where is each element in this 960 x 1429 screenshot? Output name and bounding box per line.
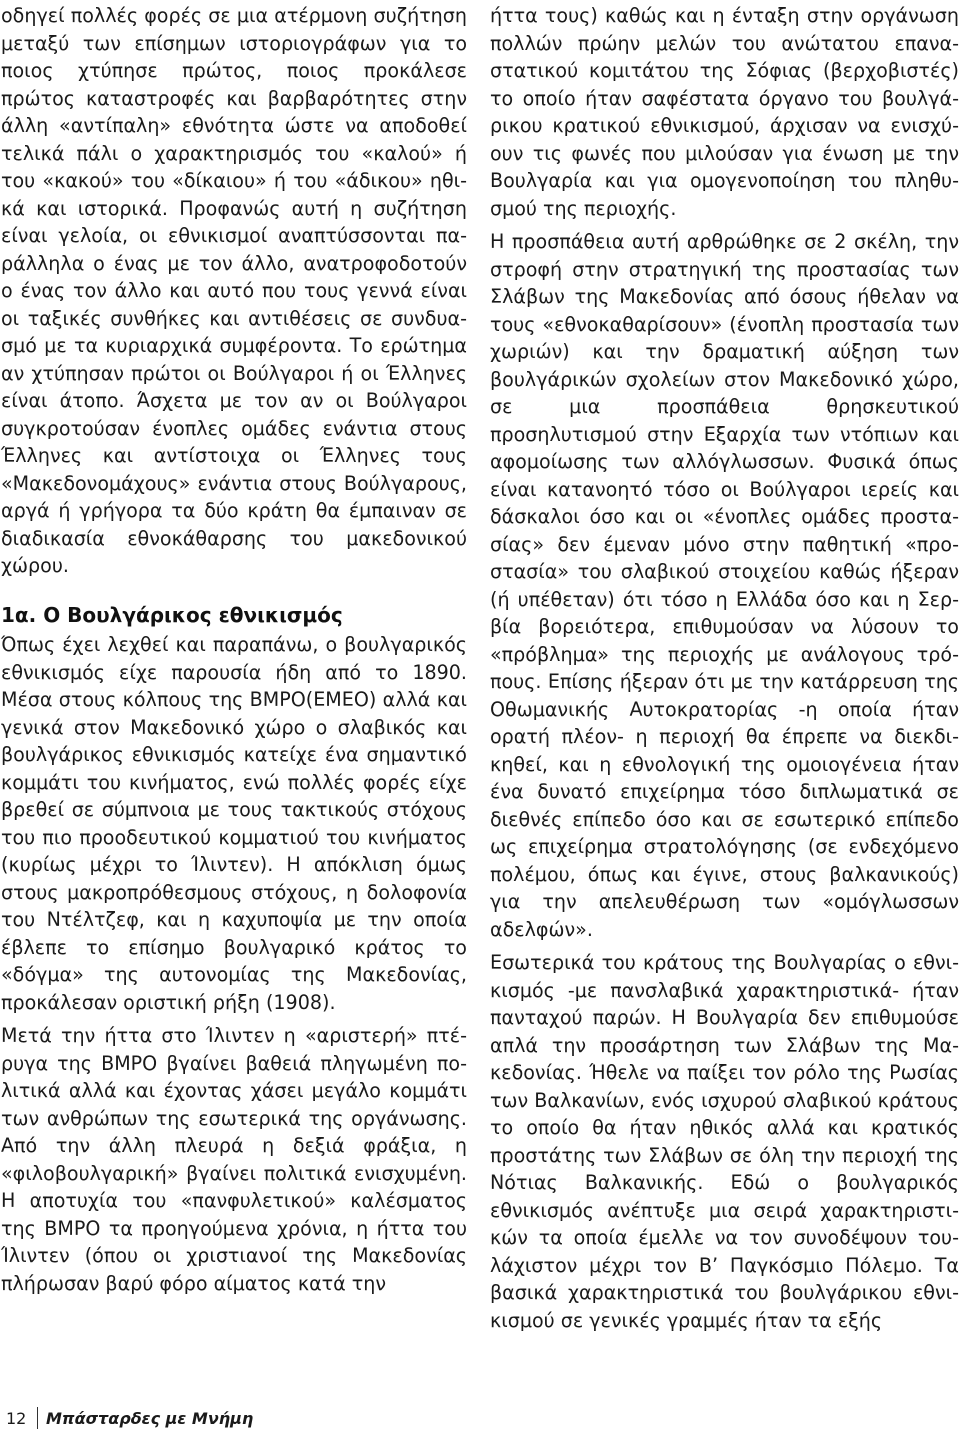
publication-title: Μπάσταρδες με Μνήμη	[46, 1409, 254, 1428]
right-column	[490, 2, 959, 1334]
right-paragraph-3: Εσωτερικά του κράτους της Βουλγαρίας ο εθνικισμός -με πανσλαβικά χαρακτηριστικά- ήταν πανταχού παρών. Η Βουλγαρία δεν επιθυμούσε απλά την προσάρτηση των Σλάβων της Μακεδονίας. Ήθελε να παίξει τον ρόλο της Ρωσίας των Βαλκανίων, ενός ισχυρού σλαβικού κράτους το οποίο θα ήταν ηθικός αλλά και κρατικός προστάτης των Σλάβων σε όλη την περιοχή της Νότιας Βαλκανικής. Εδώ ο βουλγαρικός εθνικισμός ανέπτυξε μια σειρά χαρακτηριστικών τα οποία έμελλε να τον συνοδέψουν τουλάχιστον μέχρι τον Β’ Παγκόσμιο Πόλεμο. Τα βασικά χαρακτηριστικά του βουλγάρικου εθνικισμού σε γενικές γραμμές ήταν τα εξής	[490, 951, 959, 1332]
left-paragraph-1: οδηγεί πολλές φορές σε μια ατέρμονη συζήτηση μεταξύ των επίσημων ιστοριογράφων για το ποιος χτύπησε πρώτος, ποιος προκάλεσε πρώτος καταστροφές και βαρβαρότητες στην άλλη «αντίπαλη» εθνότητα ώστε να αποδοθεί τελικά πάλι ο χαρακτηρισμός του «καλού» ή του «κακού» του «δίκαιου» ή του «άδικου» ηθικά και ιστορικά. Προφανώς αυτή η συζήτηση είναι γελοία, οι εθνικισμοί αναπτύσσονται παράλληλα ο ένας με τον άλλο, ανατροφοδοτούν ο ένας τον άλλο και αυτό που τους γεννά είναι οι ταξικές συνθήκες και αντιθέσεις σε συνδυασμό με τα κυριαρχικά συμφέροντα. Το ερώτημα αν χτύπησαν πρώτοι οι Βούλγαροι ή οι Έλληνες είναι άτοπο. Άσχετα με τον αν οι Βούλγαροι συγκροτούσαν ένοπλες ομάδες ενάντια στους Έλληνες και αντίστοιχα οι Έλληνες τους «Μακεδονομάχους» ενάντια στους Βούλγαρους, αργά ή γρήγορα τα δύο κράτη θα έμπαιναν σε διαδικασία εθνοκάθαρσης του μακεδονικού χώρου.	[1, 4, 467, 577]
section-heading: 1α. Ο Βουλγάρικος εθνικισμός	[1, 602, 343, 627]
footer-divider	[37, 1407, 38, 1429]
right-paragraph-1: ήττα τους) καθώς και η ένταξη στην οργάνωση πολλών πρώην μελών του ανώτατου επαναστατικού κομιτάτου της Σόφιας (βερχοβιστές) το οποίο ήταν σαφέστατα όργανο του βουλγάρικου κρατικού εθνικισμού, άρχισαν να ενισχύουν τις φωνές που μιλούσαν για ένωση με την Βουλγαρία και για ομογενοποίηση του πληθυσμού της περιοχής.	[490, 4, 959, 220]
page-number: 12	[6, 1409, 27, 1428]
right-paragraph-2: Η προσπάθεια αυτή αρθρώθηκε σε 2 σκέλη, την στροφή στην στρατηγική της προστασίας των Σλάβων της Μακεδονίας από όσους ήθελαν να τους «εθνοκαθαρίσουν» (ένοπλη προστασία των χωριών) και την δραματική αύξηση των βουλγάρικών σχολείων στον Μακεδονικό χώρο, σε μια προσπάθεια θρησκευτικού προσηλυτισμού στην Εξαρχία των ντόπιων και αφομοίωσης των αλλόγλωσσων. Φυσικά όπως είναι κατανοητό τόσο οι Βούλγαροι ιερείς και δάσκαλοι όσο και οι «ένοπλες ομάδες προστασίας» δεν έμεναν μόνο στην παθητική «προστασία» του σλαβικού στοιχείου καθώς ήξεραν (ή υπέθεταν) ότι τόσο η Ελλάδα όσο και η Σερβία βορειότερα, επιθυμούσαν να λύσουν το «πρόβλημα» της περιοχής με ανάλογους τρόπους. Επίσης ήξεραν ότι με την κατάρρευση της Οθωμανικής Αυτοκρατορίας -η οποία ήταν ορατή πλέον- η περιοχή θα έπρεπε να διεκδικηθεί, και η εθνολογική της ομοιογένεια ήταν ένα δυνατό επιχείρημα τόσο διπλωματικά σε διεθνές επίπεδο όσο και σε εσωτερικό επίπεδο ως επιχείρημα στρατολόγησης (σε ενδεχόμενο πολέμου, όπως και έγινε, στους βαλκανικούς) για την απελευθέρωση των «ομόγλωσσων αδελφών».	[490, 230, 959, 941]
left-paragraph-2: Όπως έχει λεχθεί και παραπάνω, ο βουλγαρικός εθνικισμός είχε παρουσία ήδη από το 1890. Μέσα στους κόλπους της ΒΜΡΟ(ΕΜΕΟ) αλλά και γενικά στον Μακεδονικό χώρο ο σλαβικός και βουλγάρικος εθνικισμός κατείχε ένα σημαντικό κομμάτι του κινήματος, ενώ πολλές φορές είχε βρεθεί σε σύμπνοια με τους τακτικούς στόχους του πιο προοδευτικού κομματιού του κινήματος (κυρίως μέχρι το Ίλιντεν). Η απόκλιση όμως στους μακροπρόθεσμους στόχους, η δολοφονία του Ντέλτζεφ, και η καχυποψία με την οποία έβλεπε το επίσημο βουλγαρικό κράτος το «δόγμα» της αυτονομίας της Μακεδονίας, προκάλεσαν οριστική ρήξη (1908).	[1, 633, 467, 1014]
page-footer	[0, 1407, 960, 1429]
left-column	[1, 2, 467, 1297]
left-paragraph-3: Μετά την ήττα στο Ίλιντεν η «αριστερή» πτέρυγα της ΒΜΡΟ βγαίνει βαθειά πληγωμένη πολιτικά αλλά και έχοντας χάσει μεγάλο κομμάτι των ανθρώπων της εσωτερικά της οργάνωσης. Από την άλλη πλευρά η δεξιά φράξια, η «φιλοβουλγαρική» βγαίνει πολιτικά ενισχυμένη. Η αποτυχία του «πανφυλετικού» καλέσματος της ΒΜΡΟ τα προηγούμενα χρόνια, η ήττα του Ίλιντεν (όπου οι χριστιανοί της Μακεδονίας πλήρωσαν βαρύ φόρο αίματος κατά την	[1, 1024, 467, 1295]
